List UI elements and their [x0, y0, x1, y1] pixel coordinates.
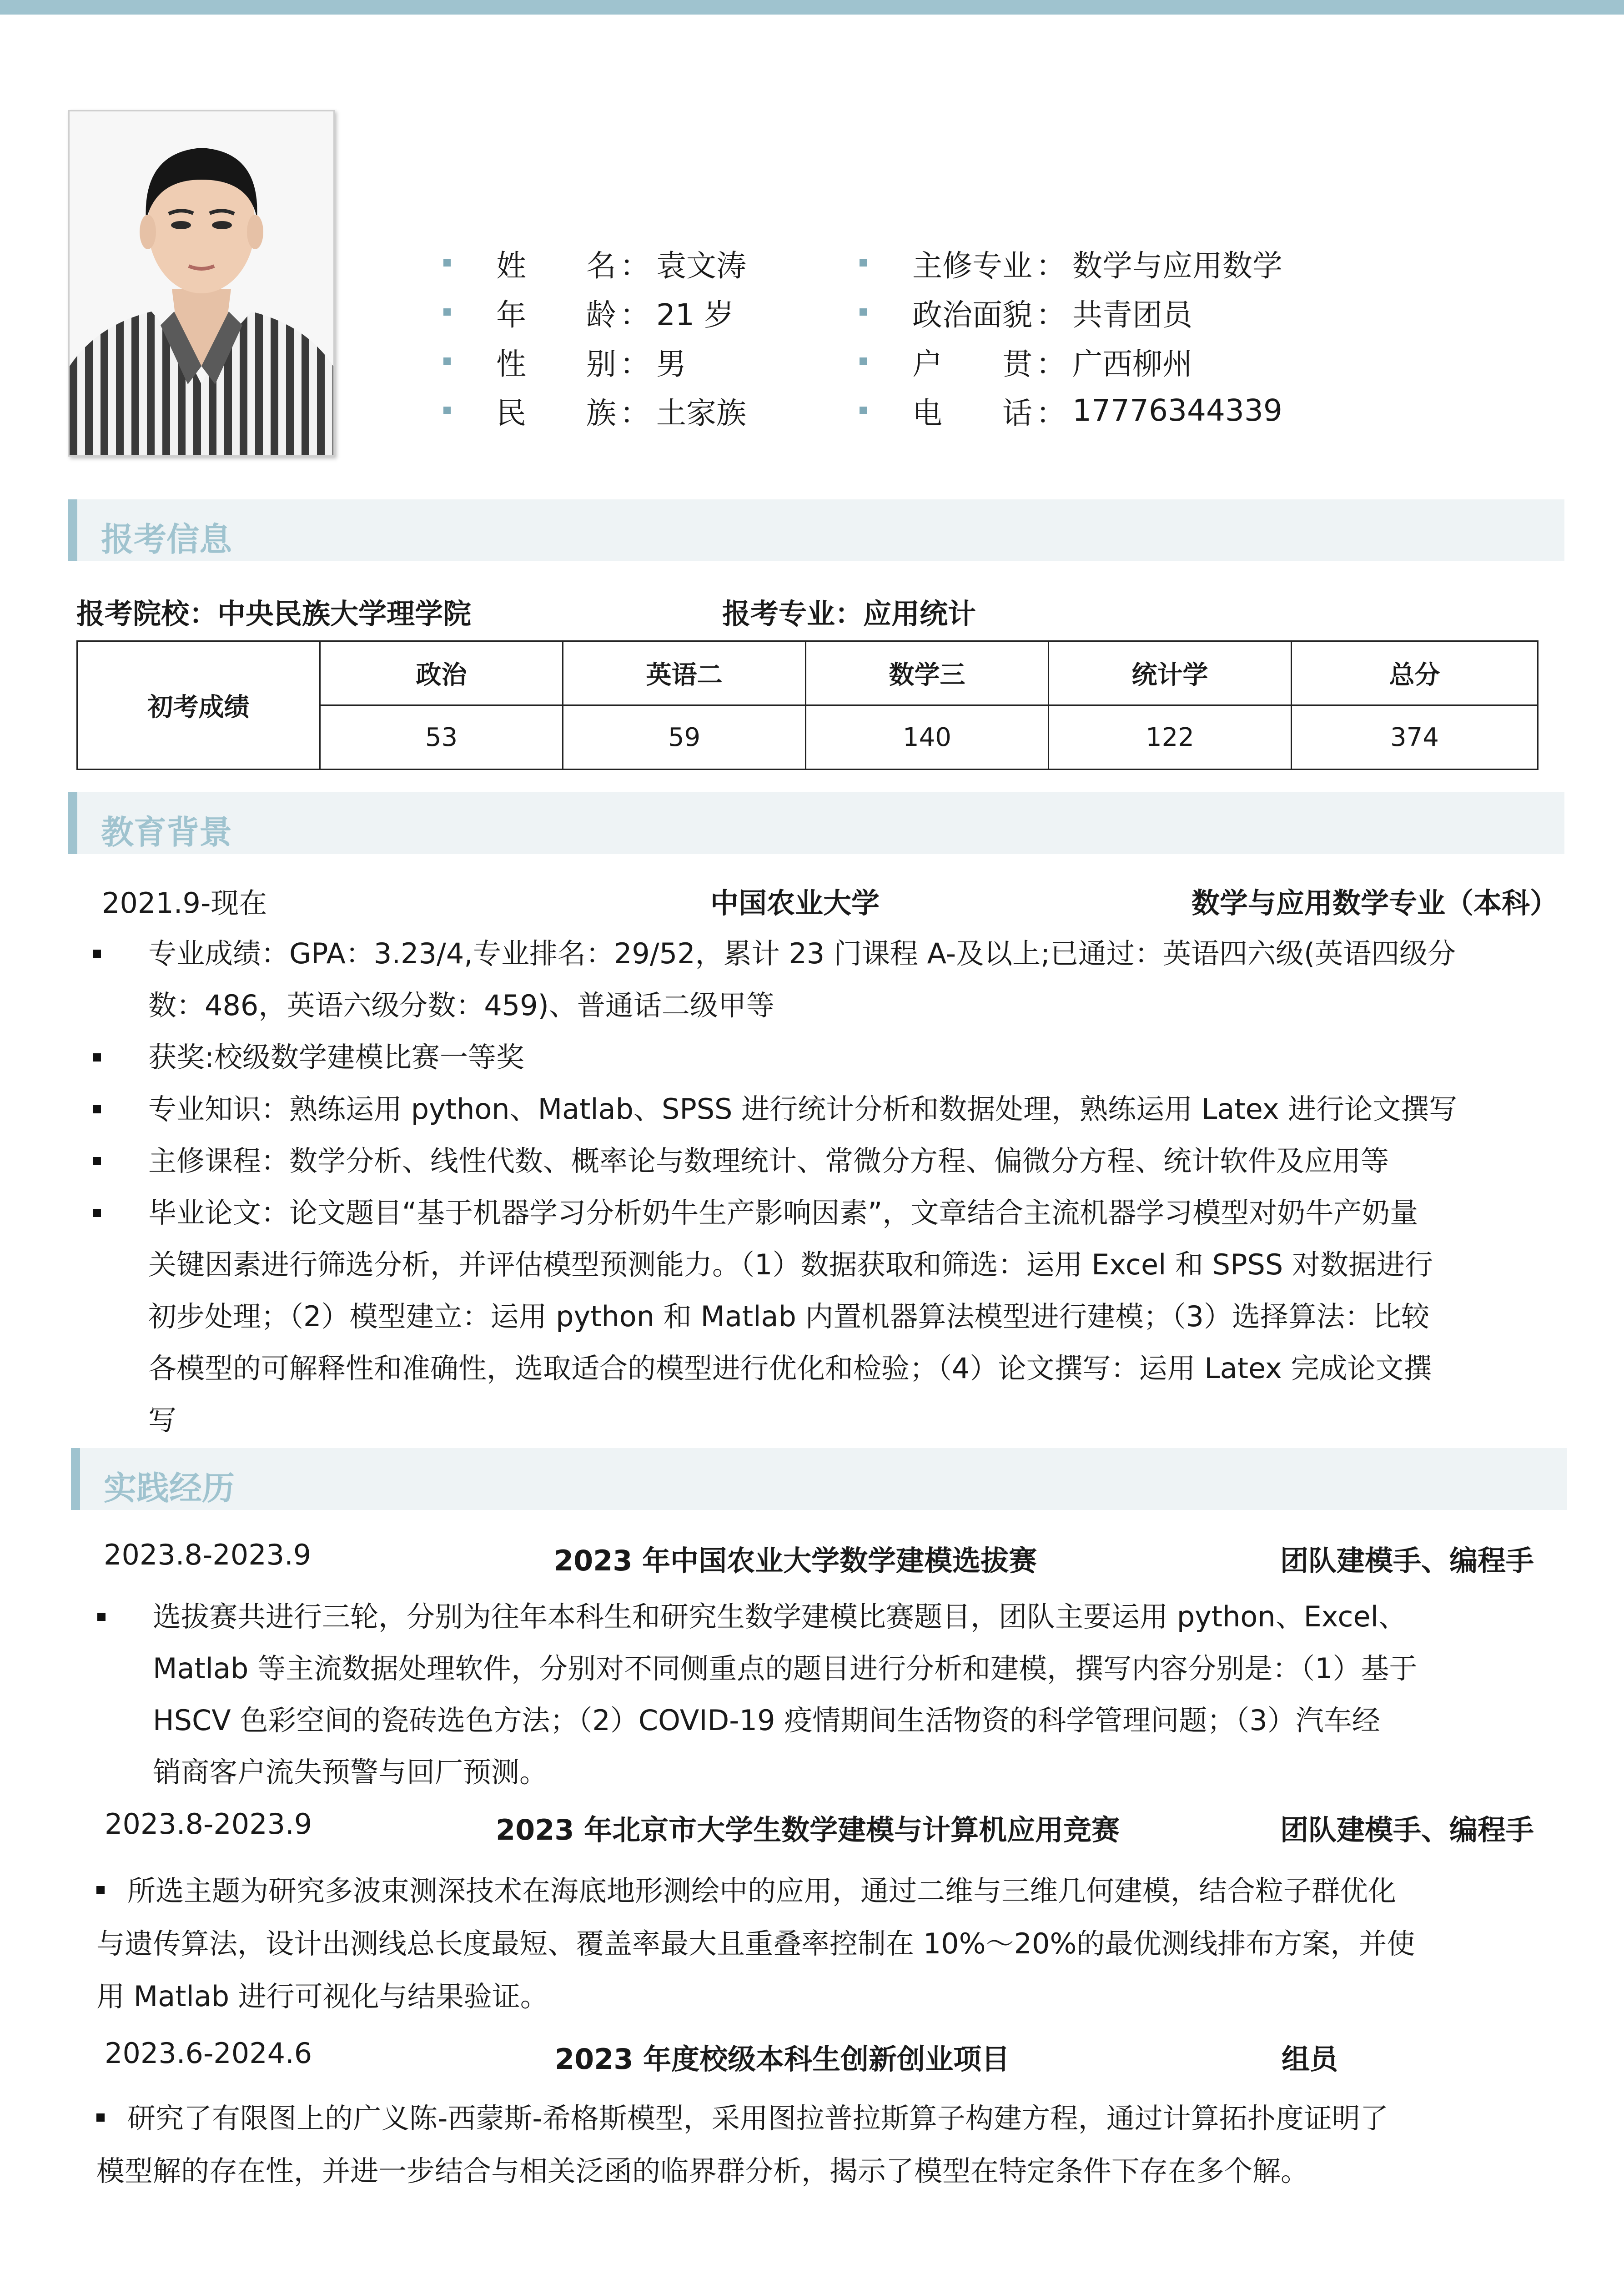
info-phone: [860, 392, 1282, 431]
bullet-icon: [93, 1053, 101, 1062]
info-political-status: [860, 294, 1192, 330]
item-line: [96, 1865, 1552, 1917]
info-value: 袁文涛: [656, 248, 746, 283]
info-colon: ：: [620, 248, 650, 283]
info-name: [443, 245, 746, 281]
info-colon: ：: [620, 297, 650, 332]
top-accent-bar: [0, 0, 1624, 15]
item-line: 销商客户流失预警与回厂预测。: [153, 1756, 548, 1789]
info-label: 年 龄: [496, 297, 616, 332]
bullet-icon: [96, 2113, 105, 2122]
practice-2-description: [96, 1865, 1552, 2023]
subject-total: 总分: [1292, 641, 1538, 705]
info-label: 政治面貌: [912, 297, 1032, 332]
item-line: 关键因素进行筛选分析，并评估模型预测能力。（1）数据获取和筛选：运用 Excel 和 SPSS 对数据进行: [148, 1248, 1433, 1281]
section-title: 报考信息: [101, 520, 232, 558]
education-details: [91, 928, 1546, 1446]
score-total: 374: [1292, 705, 1538, 770]
item-line: 与遗传算法，设计出测线总长度最短、覆盖率最大且重叠率控制在 10%～20%的最优测线排布方案，并使: [96, 1927, 1415, 1960]
practice-3-title: 2023 年度校级本科生创新创业项目: [555, 2043, 1010, 2076]
subject-english: 英语二: [563, 641, 806, 705]
info-value: 21 岁: [656, 297, 734, 332]
bullet-icon: [93, 1105, 101, 1113]
item-line: [96, 2092, 1552, 2145]
portrait-image: [70, 111, 333, 455]
info-label: 姓 名: [496, 248, 616, 283]
score-politics: 53: [320, 705, 563, 770]
info-value: 数学与应用数学: [1072, 248, 1282, 283]
item-line: 获奖:校级数学建模比赛一等奖: [148, 1041, 524, 1074]
item-line: 初步处理；（2）模型建立：运用 python 和 Matlab 内置机器算法模型进行建模；（3）选择算法：比较: [148, 1300, 1429, 1333]
bullet-icon: [860, 407, 867, 414]
info-colon: ：: [1036, 346, 1066, 382]
bullet-icon: [860, 308, 867, 316]
item-line: 选拔赛共进行三轮，分别为往年本科生和研究生数学建模比赛题目，团队主要运用 python、Excel、: [153, 1600, 1407, 1633]
info-value: 土家族: [656, 395, 746, 431]
score-row-label: 初考成绩: [77, 641, 320, 770]
application-major: 报考专业：应用统计: [722, 597, 976, 630]
item-line: HSCV 色彩空间的瓷砖选色方法；（2）COVID-19 疫情期间生活物资的科学管理问题；（3）汽车经: [153, 1704, 1380, 1737]
bullet-icon: [443, 407, 451, 414]
info-colon: ：: [620, 395, 650, 431]
bullet-icon: [860, 259, 867, 267]
practice-2-title: 2023 年北京市大学生数学建模与计算机应用竞赛: [496, 1813, 1120, 1846]
bullet-icon: [443, 357, 451, 365]
section-accent-bar: [68, 792, 77, 854]
bullet-icon: [93, 1209, 101, 1217]
bullet-icon: [443, 308, 451, 316]
info-gender: [443, 343, 686, 382]
info-colon: ：: [1036, 248, 1066, 283]
info-label: 性 别: [496, 346, 616, 382]
subject-statistics: 统计学: [1049, 641, 1292, 705]
item-line: 写: [148, 1404, 177, 1437]
info-label: 电 话: [912, 395, 1032, 431]
education-item-grades: [91, 928, 1546, 1031]
info-colon: ：: [1036, 395, 1066, 431]
bullet-icon: [443, 259, 451, 267]
score-english: 59: [563, 705, 806, 770]
info-major: [860, 245, 1282, 281]
item-line: 毕业论文：论文题目“基于机器学习分析奶牛生产影响因素”，文章结合主流机器学习模型对奶牛产奶量: [148, 1196, 1418, 1229]
section-application: [68, 499, 1564, 561]
score-table: [76, 640, 1539, 770]
info-age: [443, 294, 734, 330]
info-ethnicity: [443, 392, 746, 431]
practice-2-period: 2023.8-2023.9: [105, 1807, 312, 1841]
bullet-icon: [93, 950, 101, 958]
practice-3-role: 组员: [1282, 2043, 1338, 2076]
practice-3-period: 2023.6-2024.6: [105, 2037, 312, 2070]
practice-3-description: [96, 2092, 1552, 2198]
education-item-thesis: [91, 1187, 1546, 1446]
info-colon: ：: [620, 346, 650, 382]
item-line: 模型解的存在性，并进一步结合与相关泛函的临界群分析，揭示了模型在特定条件下存在多个解。: [96, 2154, 1309, 2188]
bullet-icon: [93, 1157, 101, 1165]
section-title: 教育背景: [101, 813, 232, 851]
education-item-courses: [91, 1135, 1546, 1187]
item-line: Matlab 等主流数据处理软件，分别对不同侧重点的题目进行分析和建模，撰写内容分别是：（1）基于: [153, 1652, 1418, 1685]
line-text: 研究了有限图上的广义陈-西蒙斯-希格斯模型，采用图拉普拉斯算子构建方程，通过计算拓扑度证明了: [127, 2102, 1388, 2135]
education-item-skills: [91, 1083, 1546, 1135]
info-label: 民 族: [496, 395, 616, 431]
application-school: 报考院校：中央民族大学理学院: [76, 597, 472, 630]
bullet-icon: [96, 1886, 105, 1894]
line-text: 所选主题为研究多波束测深技术在海底地形测绘中的应用，通过二维与三维几何建模，结合粒子群优化: [127, 1874, 1397, 1907]
score-math: 140: [806, 705, 1049, 770]
info-value: 17776344339: [1072, 392, 1282, 428]
info-label: 主修专业: [912, 248, 1032, 283]
score-table-header-row: [77, 641, 1538, 705]
item-line: 专业成绩：GPA：3.23/4,专业排名：29/52，累计 23 门课程 A-及以上;已通过：英语四六级(英语四级分: [148, 937, 1456, 970]
info-value: 广西柳州: [1072, 346, 1192, 382]
section-education: [68, 792, 1564, 854]
practice-1-title: 2023 年中国农业大学数学建模选拔赛: [554, 1544, 1037, 1577]
education-school: 中国农业大学: [710, 886, 880, 920]
profile-photo: [68, 110, 335, 457]
section-title: 实践经历: [104, 1469, 235, 1507]
education-degree: 数学与应用数学专业（本科）: [1192, 886, 1559, 920]
item-line: 数：486，英语六级分数：459)、普通话二级甲等: [148, 989, 774, 1022]
bullet-icon: [97, 1613, 106, 1621]
info-colon: ：: [1036, 297, 1066, 332]
section-accent-bar: [68, 499, 77, 561]
bullet-icon: [860, 357, 867, 365]
info-label: 户 贯: [912, 346, 1032, 382]
practice-1-role: 团队建模手、编程手: [1280, 1544, 1534, 1577]
item-line: 用 Matlab 进行可视化与结果验证。: [96, 1980, 548, 2013]
info-value: 共青团员: [1072, 297, 1192, 332]
education-item-award: [91, 1031, 1546, 1083]
practice-2-role: 团队建模手、编程手: [1280, 1813, 1534, 1846]
info-value: 男: [656, 346, 686, 382]
info-hometown: [860, 343, 1192, 382]
section-practice: [71, 1448, 1567, 1510]
subject-politics: 政治: [320, 641, 563, 705]
subject-math: 数学三: [806, 641, 1049, 705]
score-statistics: 122: [1049, 705, 1292, 770]
practice-1-description: [96, 1591, 1551, 1798]
item-line: 专业知识：熟练运用 python、Matlab、SPSS 进行统计分析和数据处理，熟练运用 Latex 进行论文撰写: [148, 1092, 1458, 1126]
practice-1-period: 2023.8-2023.9: [104, 1538, 312, 1571]
list-item: [96, 1591, 1551, 1798]
item-line: 主修课程：数学分析、线性代数、概率论与数理统计、常微分方程、偏微分方程、统计软件及应用等: [148, 1144, 1389, 1177]
section-accent-bar: [71, 1448, 80, 1510]
item-line: 各模型的可解释性和准确性，选取适合的模型进行优化和检验；（4）论文撰写：运用 Latex 完成论文撰: [148, 1352, 1432, 1385]
education-period: 2021.9-现在: [102, 886, 267, 920]
